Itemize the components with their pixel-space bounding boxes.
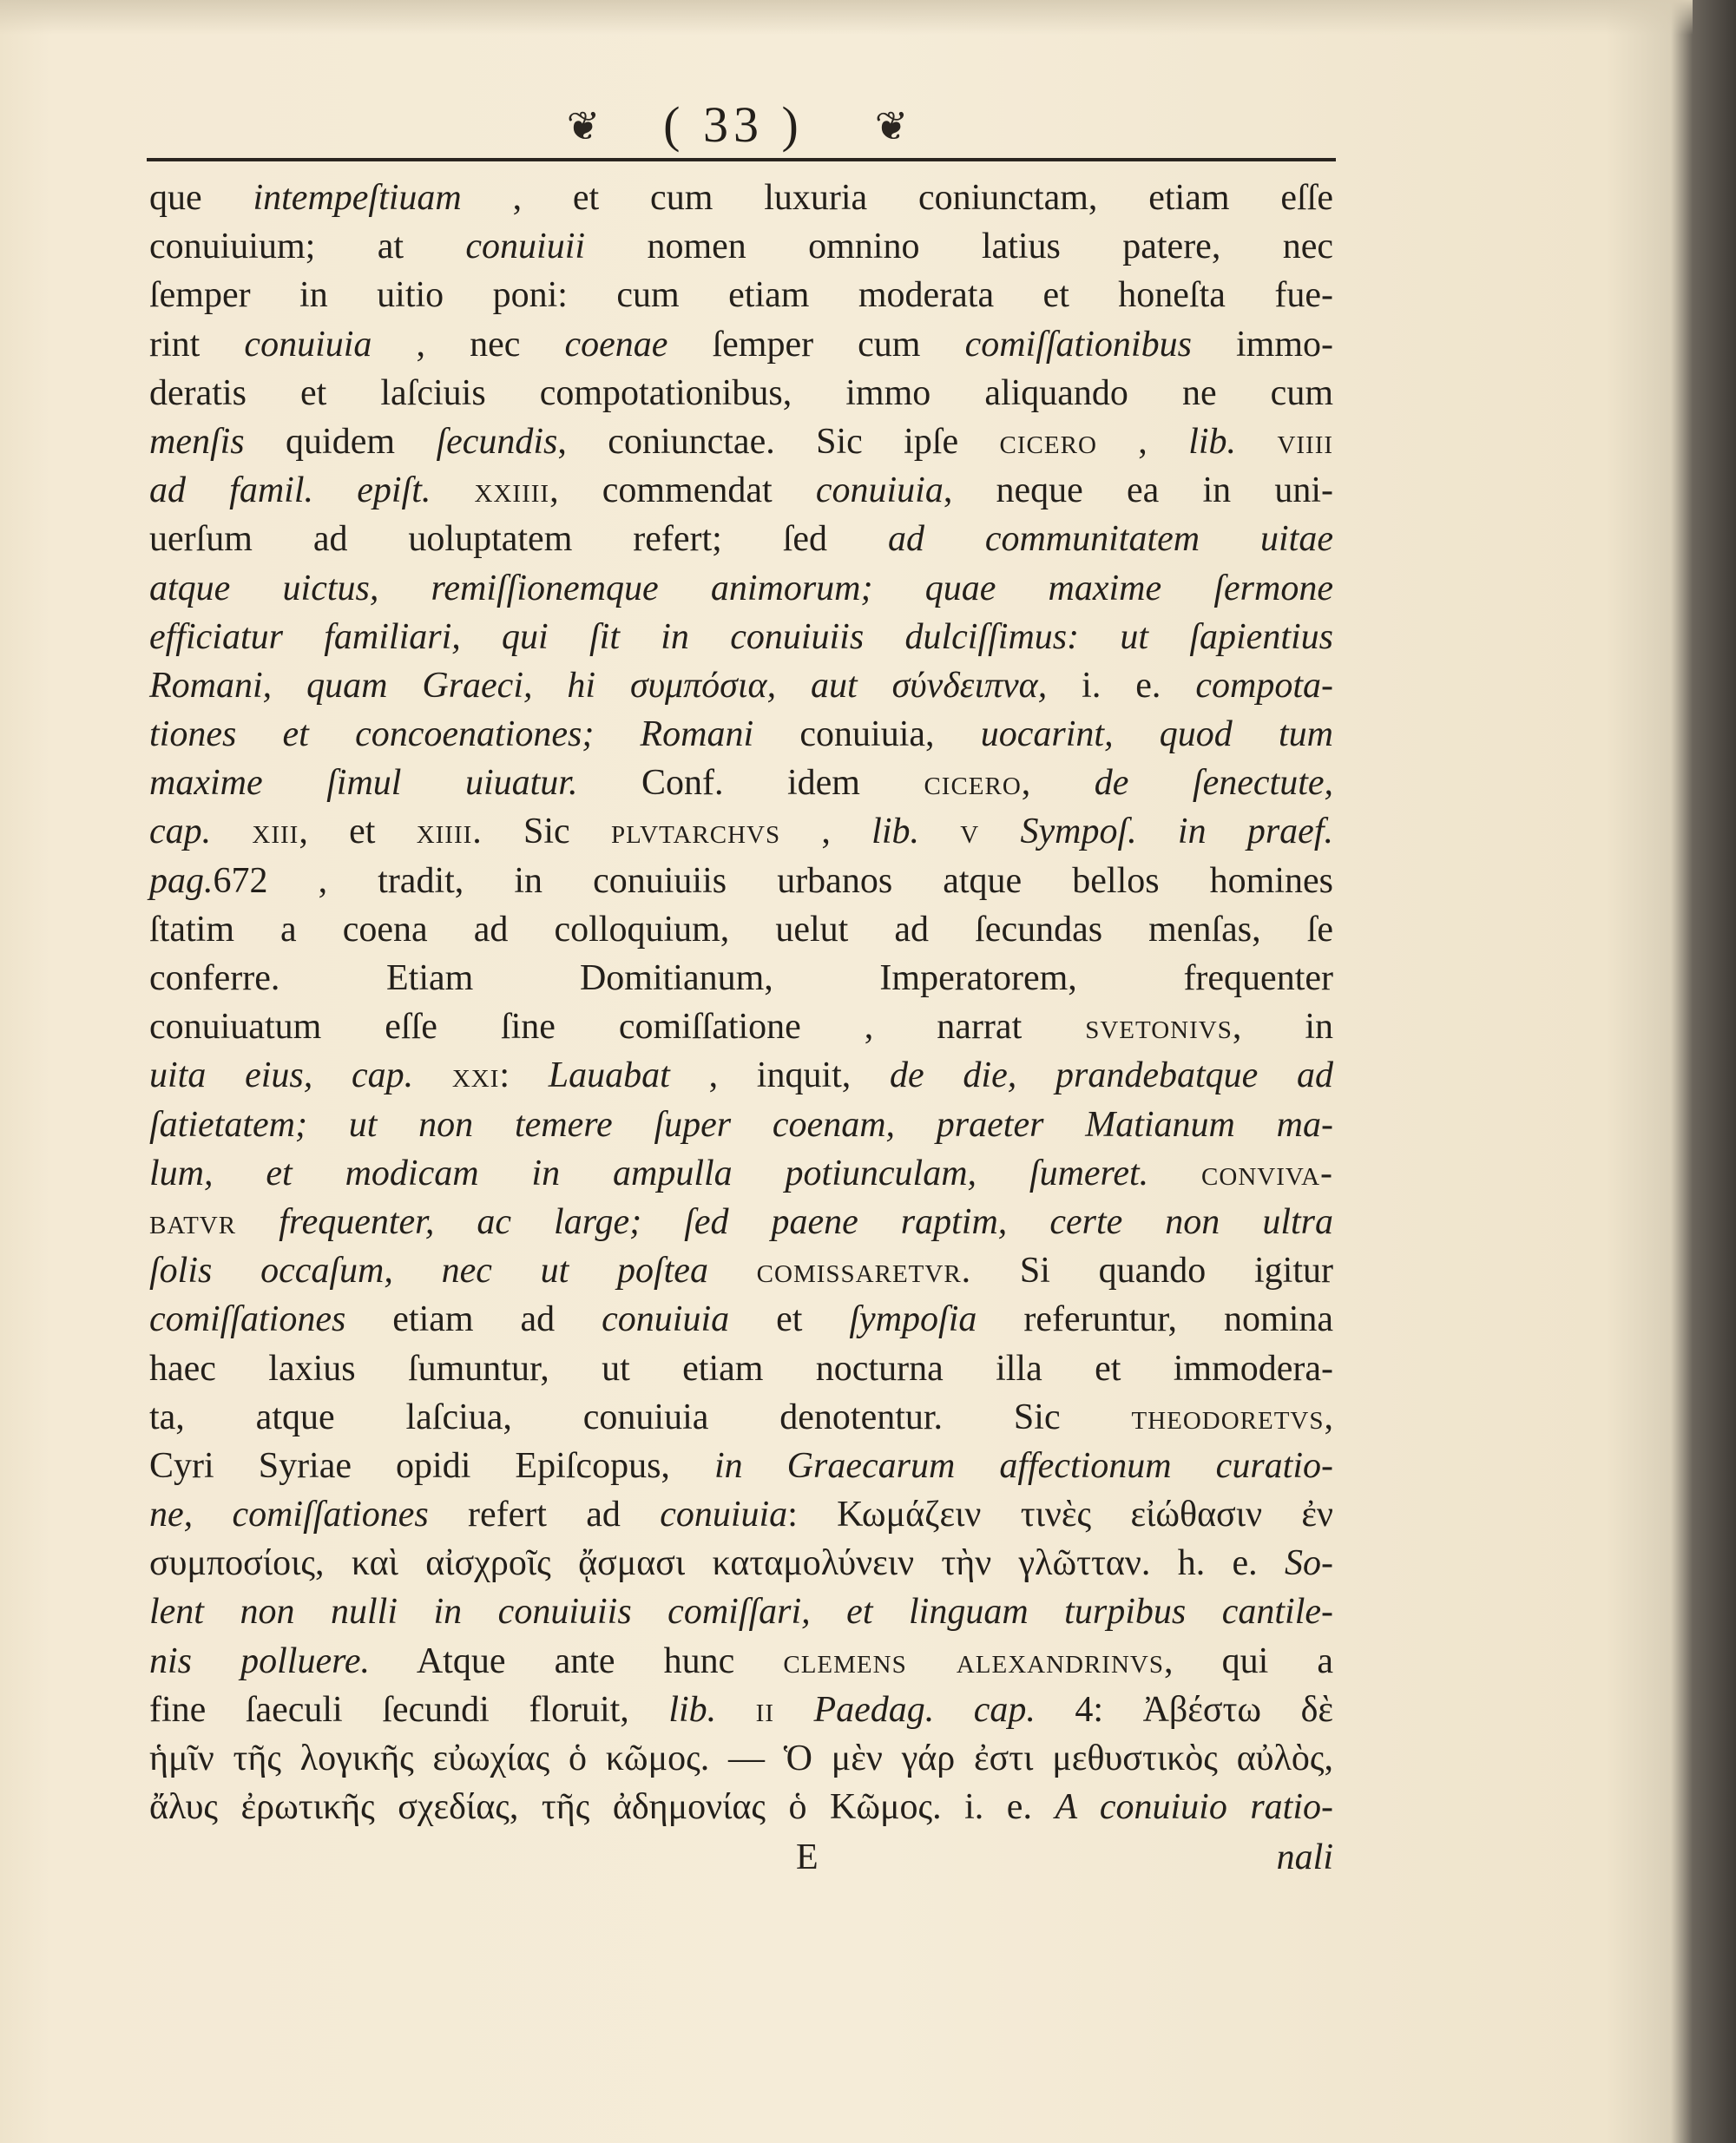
- text-line: [149, 1149, 1333, 1198]
- text-line: [149, 222, 1333, 271]
- small-caps-text: xiii: [252, 812, 299, 852]
- text-line: [149, 613, 1333, 661]
- italic-text: compota-: [1195, 665, 1333, 706]
- text-line: [149, 807, 1333, 856]
- italic-text: menſis: [149, 421, 245, 462]
- roman-text: Atque ante hunc: [370, 1640, 784, 1681]
- roman-text: , inquit,: [669, 1055, 891, 1096]
- small-caps-text: xxiiii: [474, 470, 550, 511]
- italic-text: So-: [1285, 1543, 1333, 1584]
- small-caps-text: svetonivs: [1085, 1007, 1233, 1048]
- text-line: [149, 320, 1333, 369]
- roman-text: Conf. idem: [577, 763, 924, 804]
- roman-text: haec laxius ſumuntur, ut etiam nocturna illa et immodera-: [149, 1348, 1333, 1389]
- roman-text: συμποσίοις, καὶ αἰσχροῖς ᾄσμασι καταμολύνειν τὴν γλῶτταν. h. e.: [149, 1543, 1285, 1584]
- text-line: [149, 1539, 1333, 1588]
- italic-text: ſecundis: [436, 421, 558, 462]
- roman-text: , in: [1232, 1007, 1333, 1048]
- text-line: [149, 857, 1333, 905]
- small-caps-text: v: [960, 812, 980, 852]
- roman-text: quidem: [244, 421, 437, 462]
- roman-text: [919, 812, 960, 851]
- text-line: [149, 1344, 1333, 1393]
- italic-text: intempeſtiuam: [253, 178, 462, 218]
- roman-text: , neque ea in uni-: [943, 470, 1333, 511]
- roman-text: etiam ad: [345, 1299, 602, 1340]
- page-number: ( 33 ): [663, 96, 804, 153]
- page-top-shadow: [0, 0, 1693, 35]
- roman-text: ſemper cum: [667, 324, 965, 365]
- italic-text: conuiuii: [465, 227, 586, 267]
- italic-text: conuiuia: [660, 1495, 788, 1535]
- text-line: [149, 1783, 1333, 1831]
- text-line: [149, 564, 1333, 613]
- roman-text: ἡμῖν τῆς λογικῆς εὐωχίας ὁ κῶμος. — Ὁ μὲν γάρ ἐστι μεθυστικὸς αὐλὸς,: [149, 1739, 1333, 1778]
- italic-text: pag.: [149, 860, 214, 901]
- small-caps-text: viiii: [1277, 421, 1334, 462]
- small-caps-text: conviva-: [1201, 1153, 1334, 1193]
- italic-text: nis polluere.: [149, 1640, 371, 1681]
- roman-text: ,: [780, 812, 872, 852]
- roman-text: 672 , tradit, in conuiuiis urbanos atque bellos homines: [213, 860, 1333, 901]
- text-line: [149, 417, 1333, 466]
- roman-text: i. e.: [1047, 665, 1196, 706]
- small-caps-text: clemens alexandrinvs: [783, 1640, 1164, 1681]
- small-caps-text: cicero: [924, 763, 1022, 804]
- text-line: [149, 905, 1333, 954]
- roman-text: fine ſaeculi ſecundi floruit,: [149, 1689, 669, 1730]
- roman-text: [431, 470, 474, 510]
- text-line: [149, 1295, 1333, 1344]
- text-line: [149, 1588, 1333, 1636]
- text-line: [149, 661, 1333, 710]
- italic-text: lent non nulli in conuiuiis comiſſari, et linguam turpibus cantile-: [149, 1592, 1333, 1633]
- roman-text: conferre. Etiam Domitianum, Imperatorem, frequenter: [149, 958, 1333, 998]
- italic-text: ſolis occaſum, nec ut poſtea: [149, 1251, 708, 1292]
- text-line: [149, 271, 1333, 319]
- margin-mark: [5, 247, 14, 266]
- roman-text: Sic: [482, 812, 611, 852]
- text-line: [149, 174, 1333, 222]
- catchword: nali: [1276, 1837, 1333, 1877]
- ornament-left-icon: ❦: [566, 104, 597, 148]
- roman-text: uerſum ad uoluptatem refert; ſed: [149, 519, 888, 560]
- roman-text: conuiuia,: [753, 714, 981, 755]
- italic-text: in Graecarum affectionum curatio-: [713, 1445, 1333, 1486]
- roman-text: ta, atque laſciua, conuiuia denotentur. Sic: [149, 1397, 1132, 1437]
- small-caps-text: cicero: [999, 421, 1097, 462]
- italic-text: uocarint, quod tum: [980, 714, 1334, 755]
- italic-text: efficiatur familiari, qui ſit in conuiuiis dulciſſimus: ut ſapientius: [149, 616, 1333, 657]
- italic-text: tiones et concoenationes; Romani: [149, 714, 754, 755]
- italic-text: conuiuia: [244, 324, 372, 365]
- header-rule: [147, 158, 1336, 161]
- italic-text: Lauabat: [548, 1055, 670, 1096]
- text-line: [149, 1198, 1333, 1246]
- roman-text: , coniunctae. Sic ipſe: [557, 421, 1000, 462]
- small-caps-text: comissaretvr.: [756, 1251, 972, 1292]
- small-caps-text: xxi: [451, 1055, 500, 1096]
- text-line: [149, 369, 1333, 417]
- italic-text: comiſſationibus: [964, 324, 1192, 365]
- italic-text: coenae: [564, 324, 668, 365]
- text-body: [149, 174, 1333, 1831]
- italic-text: maxime ſimul uiuatur.: [149, 763, 578, 804]
- italic-text: ſympoſia: [849, 1299, 977, 1340]
- roman-text: rint: [149, 324, 245, 365]
- italic-text: frequenter, ac large; ſed paene raptim, certe non ultra: [279, 1201, 1333, 1242]
- roman-text: Cyri Syriae opidi Epiſcopus,: [149, 1445, 714, 1486]
- italic-text: comiſſationes: [149, 1299, 346, 1340]
- roman-text: , nec: [372, 324, 565, 365]
- italic-text: Sympoſ. in praef.: [1020, 812, 1333, 852]
- text-line: [149, 759, 1333, 807]
- roman-text: 4: Ἀβέστω δὲ: [1035, 1689, 1333, 1730]
- roman-text: ſtatim a coena ad colloquium, uelut ad ſecundas menſas, ſe: [149, 909, 1333, 950]
- roman-text: Si quando igitur: [971, 1251, 1333, 1292]
- small-caps-text: xiiii.: [416, 812, 483, 852]
- italic-text: uita eius, cap.: [149, 1055, 414, 1096]
- small-caps-text: theodoretvs: [1131, 1397, 1325, 1437]
- roman-text: [716, 1690, 756, 1730]
- roman-text: ſemper in uitio poni: cum etiam moderata et honeſta fue-: [149, 275, 1333, 316]
- roman-text: [1148, 1154, 1201, 1193]
- italic-text: conuiuia: [602, 1299, 730, 1340]
- italic-text: cap.: [149, 812, 212, 852]
- small-caps-text: batvr: [149, 1201, 237, 1242]
- roman-text: ἄλυς ἐρωτικῆς σχεδίας, τῆς ἀδημονίας ὁ Κῶμος. i. e.: [149, 1787, 1055, 1828]
- roman-text: [979, 812, 1020, 851]
- signature-mark: E: [796, 1837, 819, 1877]
- roman-text: ,: [1324, 1397, 1333, 1437]
- roman-text: et: [729, 1299, 850, 1340]
- roman-text: [1236, 422, 1277, 462]
- page-footer: [149, 1833, 1333, 1882]
- roman-text: [236, 1202, 279, 1242]
- italic-text: ſatietatem; ut non temere ſuper coenam, praeter Matianum ma-: [149, 1104, 1333, 1145]
- italic-text: ne, comiſſationes: [149, 1495, 429, 1535]
- roman-text: nomen omnino latius patere, nec: [585, 227, 1333, 267]
- text-line: [149, 1002, 1333, 1051]
- ornament-right-icon: ❦: [874, 104, 905, 148]
- roman-text: :: [499, 1055, 549, 1096]
- roman-text: , et cum luxuria coniunctam, etiam eſſe: [461, 178, 1333, 218]
- roman-text: deratis et laſciuis compotationibus, immo aliquando ne cum: [149, 372, 1333, 413]
- roman-text: [708, 1251, 757, 1291]
- italic-text: lum, et modicam in ampulla potiunculam, ſumeret.: [149, 1153, 1149, 1193]
- roman-text: referuntur, nomina: [976, 1299, 1334, 1340]
- text-line: [149, 1637, 1333, 1686]
- text-line: [149, 1442, 1333, 1490]
- italic-text: lib.: [668, 1689, 717, 1730]
- italic-text: Romani, quam Graeci, hi συμπόσια, aut σύνδειπνα,: [149, 665, 1048, 706]
- roman-text: conuiuium; at: [149, 227, 466, 267]
- italic-text: A conuiuio ratio-: [1055, 1787, 1333, 1828]
- text-line: [149, 954, 1333, 1002]
- italic-text: ad communitatem uitae: [887, 519, 1333, 560]
- roman-text: refert ad: [428, 1495, 661, 1535]
- text-line: [149, 1101, 1333, 1149]
- text-line: [149, 710, 1333, 759]
- small-caps-text: ii: [755, 1689, 774, 1730]
- roman-text: ,: [1021, 763, 1095, 804]
- roman-text: conuiuatum eſſe ſine comiſſatione , narrat: [149, 1007, 1086, 1048]
- text-line: [149, 1490, 1333, 1539]
- roman-text: , commendat: [549, 470, 816, 511]
- italic-text: Paedag. cap.: [813, 1689, 1036, 1730]
- text-line: [149, 1686, 1333, 1734]
- text-line: [149, 1051, 1333, 1100]
- text-line: [149, 1393, 1333, 1442]
- text-line: [149, 515, 1333, 563]
- italic-text: ad famil. epiſt.: [149, 470, 431, 511]
- italic-text: atque uictus, remiſſionemque animorum; quae maxime ſermone: [149, 568, 1333, 608]
- italic-text: lib.: [871, 812, 920, 852]
- roman-text: que: [149, 178, 253, 218]
- roman-text: [774, 1690, 814, 1730]
- roman-text: , qui a: [1163, 1640, 1334, 1681]
- italic-text: de ſenectute,: [1094, 763, 1334, 804]
- roman-text: ,: [1096, 421, 1189, 462]
- roman-text: immo-: [1191, 324, 1334, 365]
- roman-text: , et: [299, 812, 417, 852]
- text-line: [149, 1246, 1333, 1295]
- roman-text: [413, 1055, 452, 1095]
- roman-text: : Κωμάζειν τινὲς εἰώθασιν ἐν: [787, 1495, 1333, 1535]
- italic-text: de die, prandebatque ad: [890, 1055, 1333, 1096]
- small-caps-text: plvtarchvs: [610, 812, 781, 852]
- text-line: [149, 1734, 1333, 1783]
- text-line: [149, 466, 1333, 515]
- italic-text: lib.: [1188, 421, 1237, 462]
- italic-text: conuiuia: [815, 470, 944, 511]
- roman-text: [211, 812, 252, 851]
